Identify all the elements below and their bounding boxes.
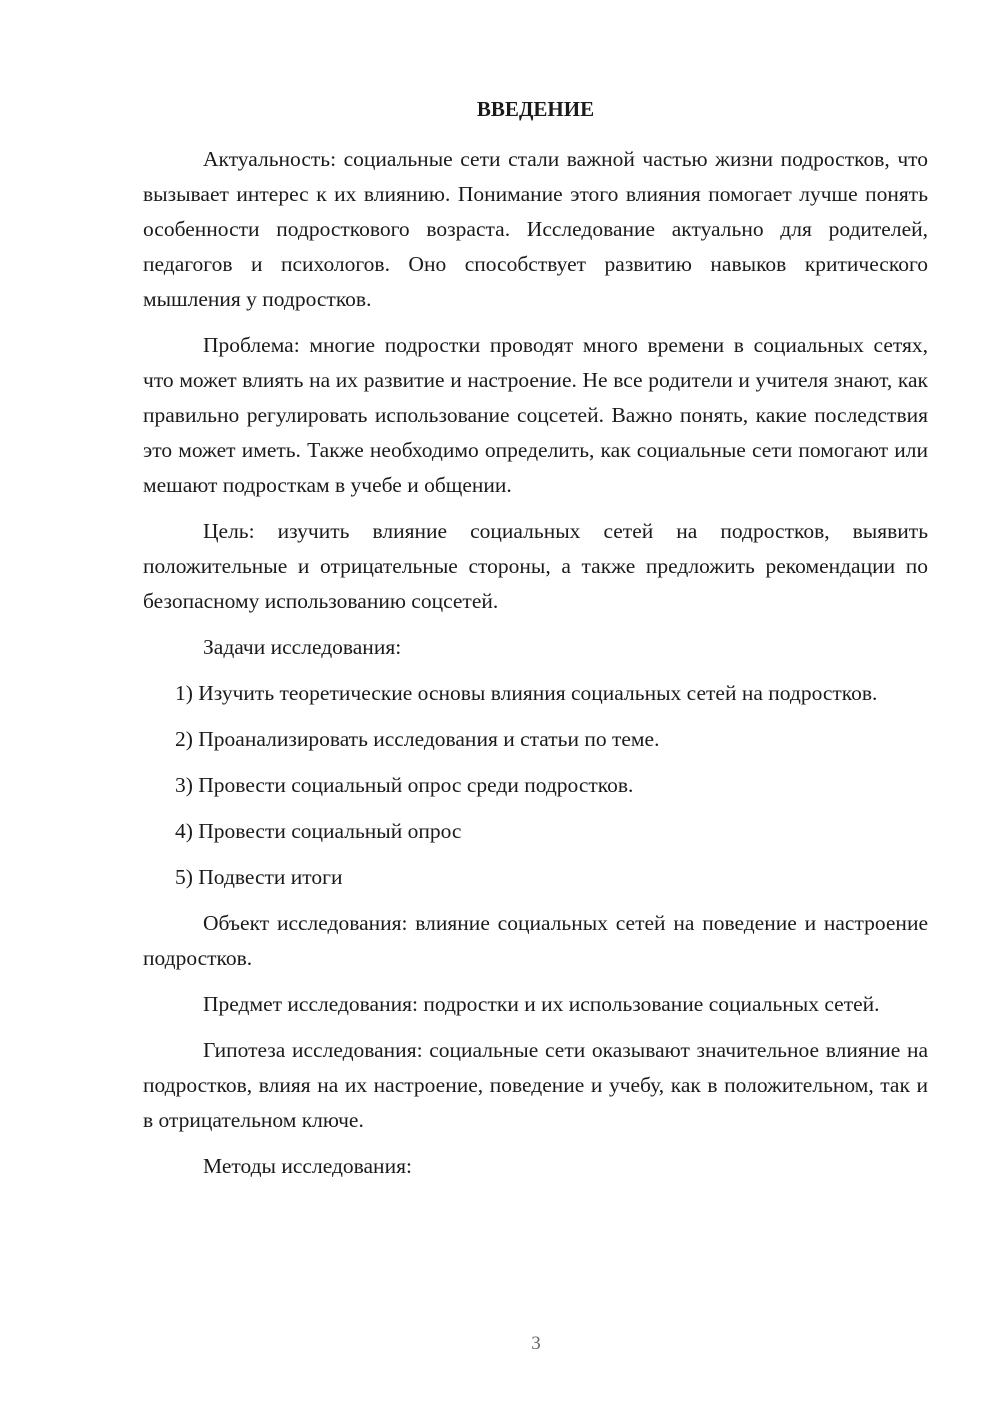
methods-heading: Методы исследования: (203, 1154, 412, 1178)
task-item: 2) Проанализировать исследования и статьи по теме. (175, 727, 660, 751)
task-item: 5) Подвести итоги (175, 865, 343, 889)
task-item: 1) Изучить теоретические основы влияния социальных сетей на подростков. (175, 681, 878, 705)
page-number: 3 (531, 1333, 541, 1354)
relevance-paragraph: Актуальность: социальные сети стали важной частью жизни подростков, что вызывает интерес к их влиянию. Понимание этого влияния помогает лучше понять особенности подросткового возраста. Исследование актуально для родителей, педагогов и психологов. Оно способствует развитию навыков критического мышления у подростков. (143, 147, 928, 311)
hypothesis-paragraph: Гипотеза исследования: социальные сети оказывают значительное влияние на подростков, влияя на их настроение, поведение и учебу, как в положительном, так и в отрицательном ключе. (143, 1038, 928, 1132)
subject-paragraph: Предмет исследования: подростки и их использование социальных сетей. (203, 992, 880, 1016)
tasks-heading: Задачи исследования: (203, 635, 402, 659)
object-paragraph: Объект исследования: влияние социальных сетей на поведение и настроение подростков. (143, 911, 928, 970)
problem-paragraph: Проблема: многие подростки проводят много времени в социальных сетях, что может влиять на их развитие и настроение. Не все родители и учителя знают, как правильно регулировать использование соцсетей. Важно понять, какие последствия это может иметь. Также необходимо определить, как социальные сети помогают или мешают подросткам в учебе и общении. (143, 333, 928, 497)
goal-paragraph: Цель: изучить влияние социальных сетей на подростков, выявить положительные и отрицательные стороны, а также предложить рекомендации по безопасному использованию соцсетей. (143, 519, 928, 613)
section-title: ВВЕДЕНИЕ (476, 97, 595, 121)
task-item: 3) Провести социальный опрос среди подростков. (175, 773, 634, 797)
task-item: 4) Провести социальный опрос (175, 819, 462, 843)
document-page (143, 92, 928, 1195)
